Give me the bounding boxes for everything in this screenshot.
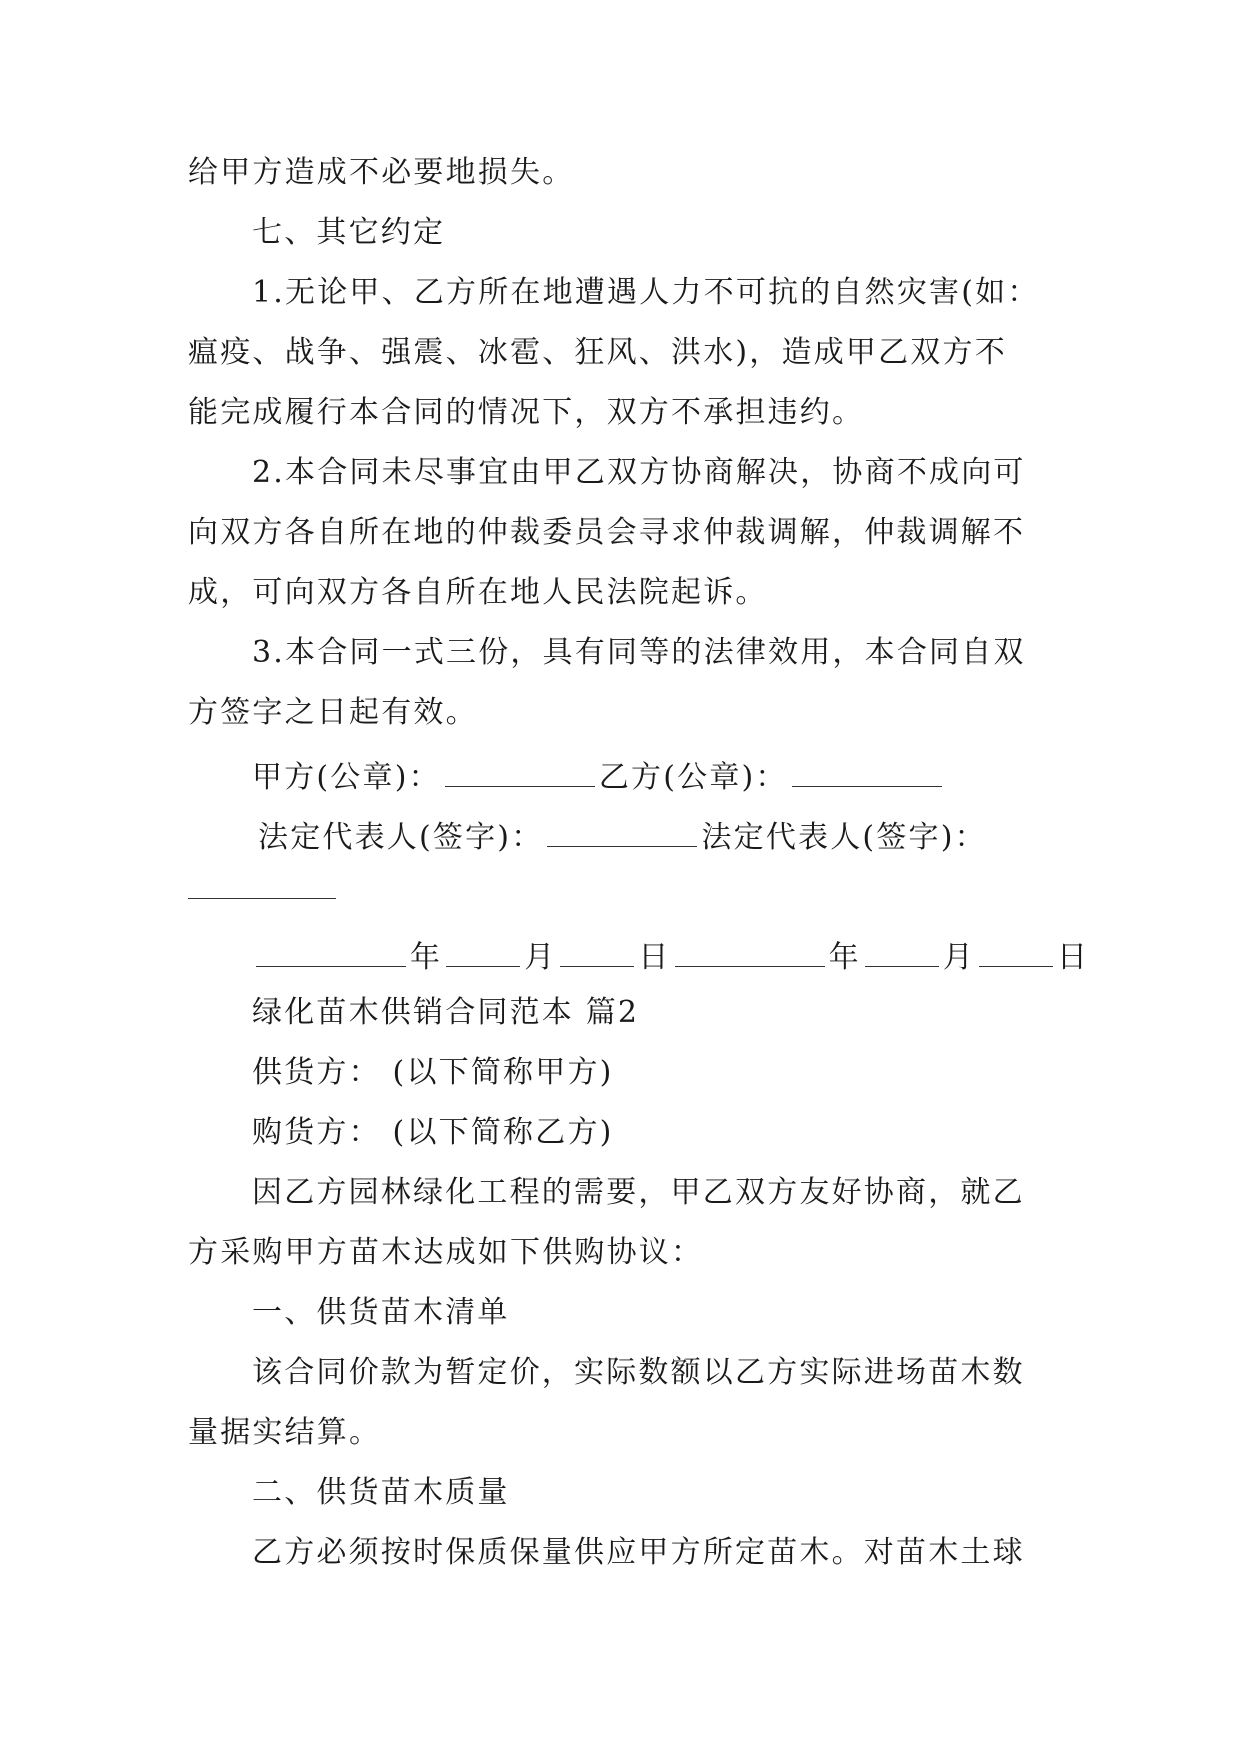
date-a-month-blank <box>446 938 520 967</box>
section-heading: 二、供货苗木质量 <box>252 1475 510 1510</box>
date-a-year: 年 <box>410 940 443 975</box>
date-a-day-blank <box>560 938 634 967</box>
party-b-seal-label: 乙方(公章)： <box>598 760 788 795</box>
date-b-month-blank <box>865 938 939 967</box>
date-b-day: 日 <box>1057 940 1090 975</box>
date-b-year: 年 <box>828 940 861 975</box>
paragraph-line: 2.本合同未尽事宜由甲乙双方协商解决，协商不成向可 <box>252 455 1026 490</box>
signature-line-seal <box>252 758 946 793</box>
party-a-rep-blank <box>547 818 697 847</box>
paragraph-line: 给甲方造成不必要地损失。 <box>188 155 575 190</box>
paragraph-line: 瘟疫、战争、强震、冰雹、狂风、洪水)，造成甲乙双方不 <box>188 335 1007 370</box>
section-title: 绿化苗木供销合同范本 篇2 <box>252 995 640 1030</box>
date-b-year-blank <box>675 938 825 967</box>
paragraph-line: 能完成履行本合同的情况下，双方不承担违约。 <box>188 395 865 430</box>
date-b-day-blank <box>979 938 1053 967</box>
paragraph-line: 方签字之日起有效。 <box>188 695 478 730</box>
paragraph-line: 成，可向双方各自所在地人民法院起诉。 <box>188 575 768 610</box>
date-b-month: 月 <box>942 940 976 975</box>
paragraph-line: 3.本合同一式三份，具有同等的法律效用，本合同自双 <box>252 635 1026 670</box>
party-a-seal-blank <box>445 758 595 787</box>
paragraph-line: 方采购甲方苗木达成如下供购协议： <box>188 1235 704 1270</box>
section-heading: 一、供货苗木清单 <box>252 1295 510 1330</box>
paragraph-line: 量据实结算。 <box>188 1415 382 1450</box>
paragraph-line: 因乙方园林绿化工程的需要，甲乙双方友好协商，就乙 <box>252 1175 1025 1210</box>
date-a-day: 日 <box>638 940 671 975</box>
signature-line-rep <box>258 818 987 853</box>
party-b-seal-blank <box>792 758 942 787</box>
party-a-seal-label: 甲方(公章)： <box>252 760 441 795</box>
party-b-rep-label: 法定代表人(签字)： <box>701 820 987 855</box>
date-a-month: 月 <box>524 940 557 975</box>
date-line <box>252 938 1089 973</box>
party-b-rep-blank <box>188 898 336 899</box>
supplier-line: 供货方： (以下简称甲方) <box>252 1055 614 1090</box>
paragraph-line: 该合同价款为暂定价，实际数额以乙方实际进场苗木数 <box>252 1355 1025 1390</box>
section-heading: 七、其它约定 <box>252 215 446 250</box>
paragraph-line: 1.无论甲、乙方所在地遭遇人力不可抗的自然灾害(如： <box>252 275 1040 310</box>
buyer-line: 购货方： (以下简称乙方) <box>252 1115 614 1150</box>
paragraph-line: 乙方必须按时保质保量供应甲方所定苗木。对苗木土球 <box>252 1535 1025 1570</box>
party-a-rep-label: 法定代表人(签字)： <box>258 820 544 855</box>
paragraph-line: 向双方各自所在地的仲裁委员会寻求仲裁调解，仲裁调解不 <box>188 515 1026 550</box>
date-a-year-blank <box>256 938 406 967</box>
